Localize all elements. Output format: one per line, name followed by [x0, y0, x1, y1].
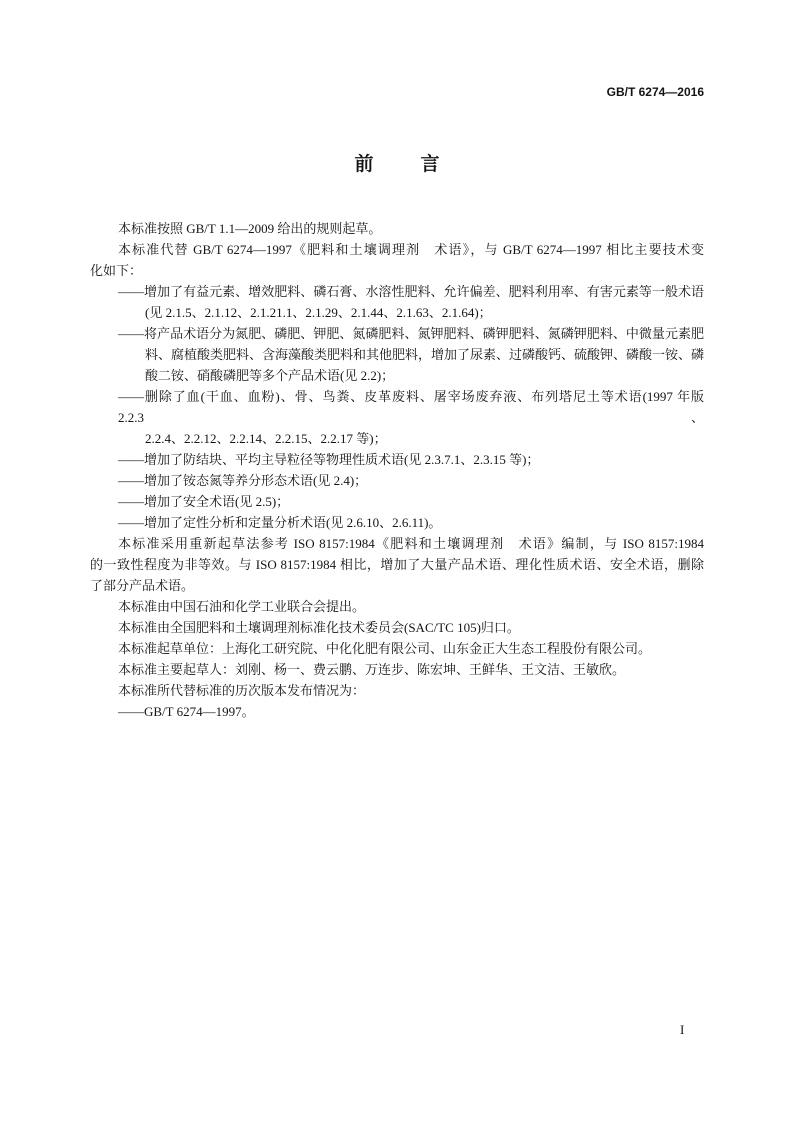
page-number: I: [680, 1022, 685, 1037]
change-item-1-line-2: (见 2.1.5、2.1.12、2.1.21.1、2.1.29、2.1.44、2.1.63、2.1.64)；: [145, 305, 492, 320]
drafters-line: 本标准主要起草人：刘刚、杨一、费云鹏、万连步、陈宏坤、王鲜华、王文洁、王敏欣。: [118, 662, 626, 677]
drafting-units-line: 本标准起草单位：上海化工研究院、中化化肥有限公司、山东金正大生态工程股份有限公司。: [118, 641, 652, 656]
change-item-4: ——增加了防结块、平均主导粒径等物理性质术语(见 2.3.7.1、2.3.15 等)；: [118, 452, 540, 467]
foreword-body: [90, 218, 704, 722]
previous-editions-line: 本标准所代替标准的历次版本发布情况为：: [118, 683, 366, 698]
change-item-2-line-3: 酸二铵、硝酸磷肥等多个产品术语(见 2.2)；: [145, 368, 395, 383]
page-title: 前言: [354, 154, 487, 175]
change-item-2-line-1: ——将产品术语分为氮肥、磷肥、钾肥、氮磷肥料、氮钾肥料、磷钾肥料、氮磷钾肥料、中微量元素肥: [118, 326, 704, 341]
standard-code-header: GB/T 6274—2016: [606, 85, 704, 99]
replacement-statement-line-2: 化如下：: [90, 263, 143, 278]
change-item-2-line-2: 料、腐植酸类肥料、含海藻酸类肥料和其他肥料，增加了尿素、过磷酸钙、硫酸钾、磷酸一铵、磷: [145, 347, 705, 362]
change-item-5: ——增加了铵态氮等养分形态术语(见 2.4)；: [118, 473, 368, 488]
replacement-statement-line-1: 本标准代替 GB/T 6274—1997《肥料和土壤调理剂 术语》，与 GB/T 6274—1997 相比主要技术变: [118, 242, 704, 257]
change-item-7: ——增加了定性分析和定量分析术语(见 2.6.10、2.6.11)。: [118, 515, 442, 530]
committee-line: 本标准由全国肥料和土壤调理剂标准化技术委员会(SAC/TC 105)归口。: [118, 620, 520, 635]
iso-reference-line-3: 了部分产品术语。: [90, 578, 195, 593]
change-item-1-line-1: ——增加了有益元素、增效肥料、磷石膏、水溶性肥料、允许偏差、肥料利用率、有害元素等一般术语: [118, 284, 704, 299]
change-item-6: ——增加了安全术语(见 2.5)；: [118, 494, 290, 509]
proposer-line: 本标准由中国石油和化学工业联合会提出。: [118, 599, 366, 614]
change-item-3-line-2: 2.2.4、2.2.12、2.2.14、2.2.15、2.2.17 等)；: [145, 431, 387, 446]
change-item-3-line-1: ——删除了血(干血、血粉)、骨、鸟粪、皮革废料、屠宰场废弃液、布列塔尼土等术语(1997 年版 2.2.3、: [118, 389, 704, 425]
iso-reference-line-1: 本标准采用重新起草法参考 ISO 8157:1984《肥料和土壤调理剂 术语》编制，与 ISO 8157:1984: [118, 536, 704, 551]
previous-edition-item: ——GB/T 6274—1997。: [118, 704, 255, 719]
iso-reference-line-2: 的一致性程度为非等效。与 ISO 8157:1984 相比，增加了大量产品术语、理化性质术语、安全术语，删除: [90, 557, 704, 572]
drafting-rules-line: 本标准按照 GB/T 1.1—2009 给出的规则起草。: [118, 221, 382, 236]
